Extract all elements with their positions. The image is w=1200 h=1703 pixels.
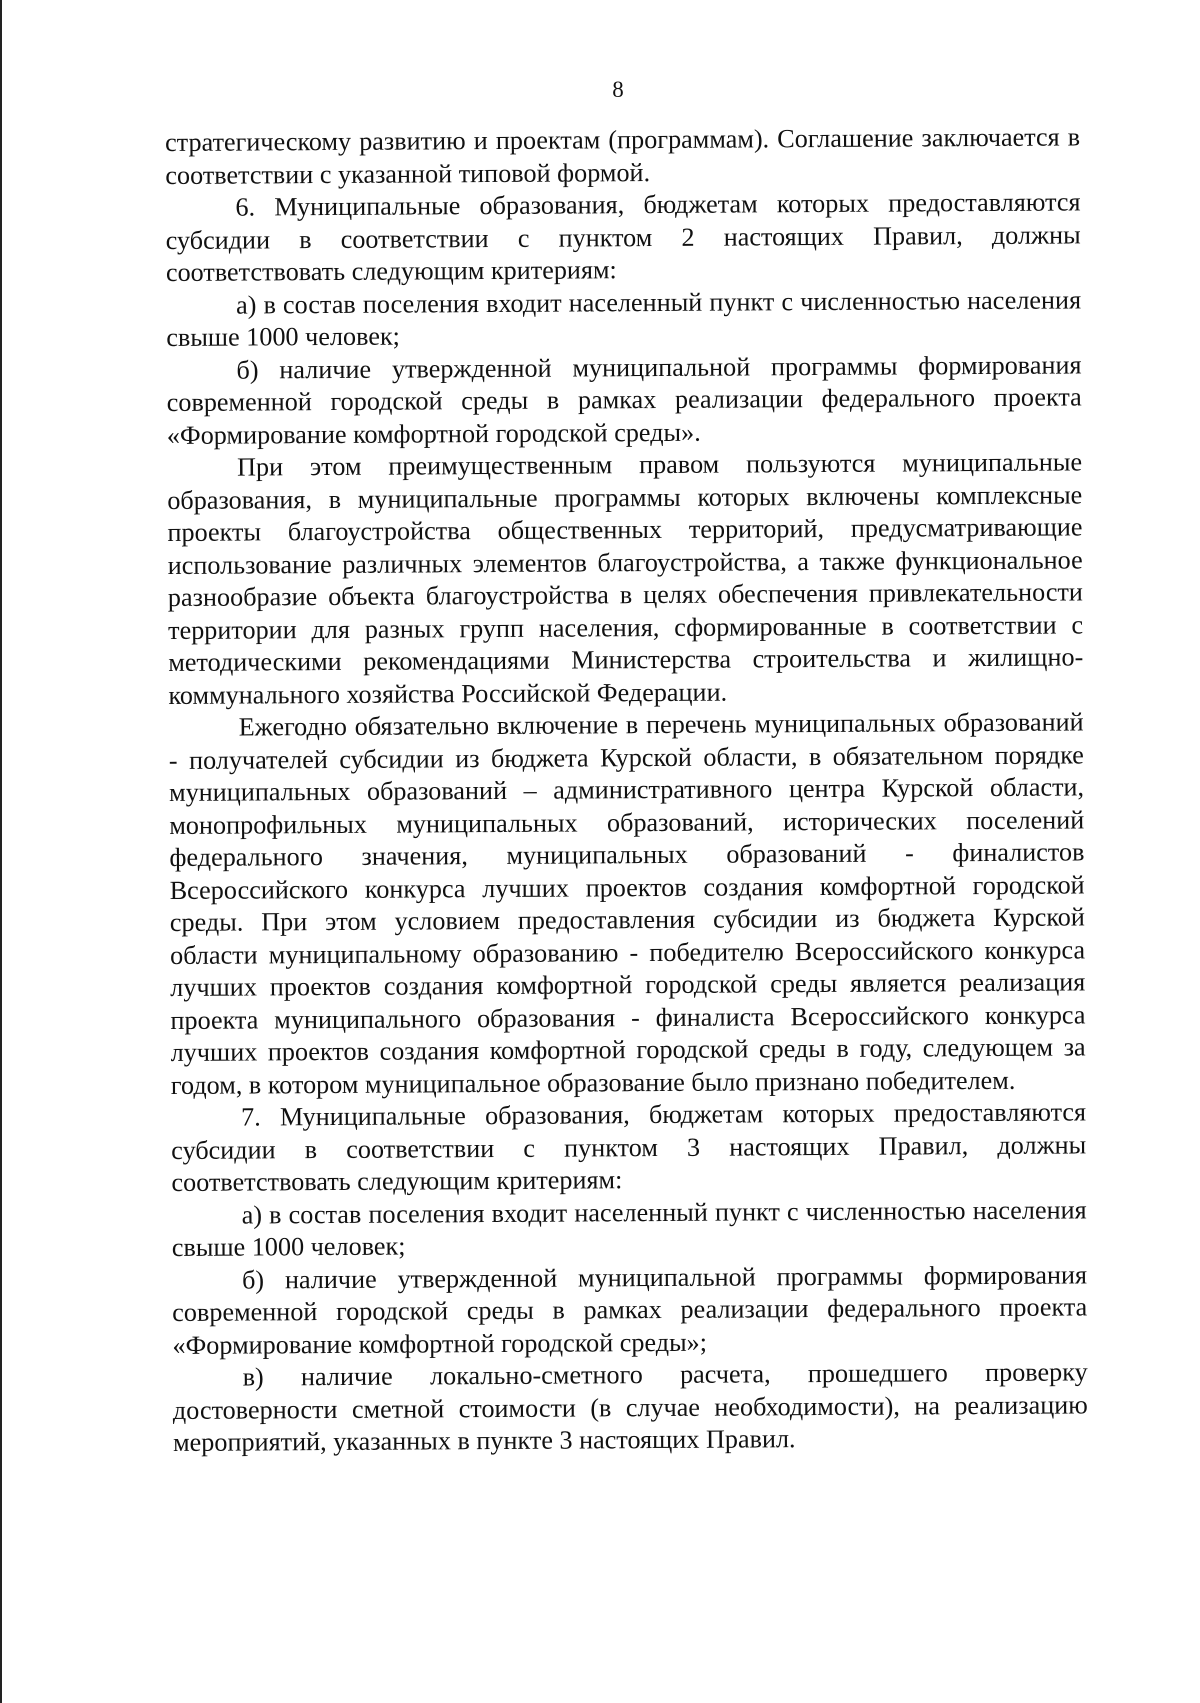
- paragraph-0: стратегическому развитию и проектам (программам). Соглашение заключается в соответствии с указанной типовой формой.: [165, 122, 1081, 190]
- paragraph-7: а) в состав поселения входит населенный пункт с численностью населения свыше 1000 человек;: [171, 1194, 1087, 1262]
- paragraph-8: б) наличие утвержденной муниципальной программы формирования современной городской среды в рамках реализации федерального проекта «Формирование комфортной городской среды»;: [172, 1259, 1088, 1360]
- paragraph-2: а) в состав поселения входит населенный пункт с численностью населения свыше 1000 человек;: [166, 284, 1082, 352]
- paragraph-6: 7. Муниципальные образования, бюджетам которых предоставляются субсидии в соответствии с пунктом 3 настоящих Правил, должны соответствовать следующим критериям:: [171, 1097, 1087, 1197]
- scan-edge-line: [0, 0, 2, 1703]
- paragraph-4: При этом преимущественным правом пользуются муниципальные образования, в муниципальные программы которых включены комплексные проекты благоустройства общественных территорий, предусматривающие использование различных элементов благоустройства, а также функциональное разнообразие объекта благоустройства в целях обеспечения привлекательности территории для разных групп населения, сформированные в соответствии с методическими рекомендациями Министерства строительства и жилищно-коммунального хозяйства Российской Федерации.: [167, 447, 1084, 710]
- paragraph-9: в) наличие локально-сметного расчета, прошедшего проверку достоверности сметной стоимости (в случае необходимости), на реализацию мероприятий, указанных в пункте 3 настоящих Правил.: [172, 1357, 1088, 1457]
- page-number: 8: [612, 77, 624, 102]
- paragraph-5: Ежегодно обязательно включение в перечень муниципальных образований - получателей субсидии из бюджета Курской области, в обязательном порядке муниципальных образований – административного центра Курской области, монопрофильных муниципальных образований, исторических поселений федерального значения, муниципальных образований - финалистов Всероссийского конкурса лучших проектов создания комфортной городской среды. При этом условием предоставления субсидии из бюджета Курской области муниципальному образованию - победителю Всероссийского конкурса лучших проектов создания комфортной городской среды является реализация проекта муниципального образования - финалиста Всероссийского конкурса лучших проектов создания комфортной городской среды в году, следующем за годом, в котором муниципальное образование было признано победителем.: [168, 707, 1086, 1100]
- document-body: [165, 121, 1088, 1459]
- paragraph-1: 6. Муниципальные образования, бюджетам которых предоставляются субсидии в соответствии с пунктом 2 настоящих Правил, должны соответствовать следующим критериям:: [165, 187, 1081, 287]
- paragraph-3: б) наличие утвержденной муниципальной программы формирования современной городской среды в рамках реализации федерального проекта «Формирование комфортной городской среды».: [166, 349, 1082, 450]
